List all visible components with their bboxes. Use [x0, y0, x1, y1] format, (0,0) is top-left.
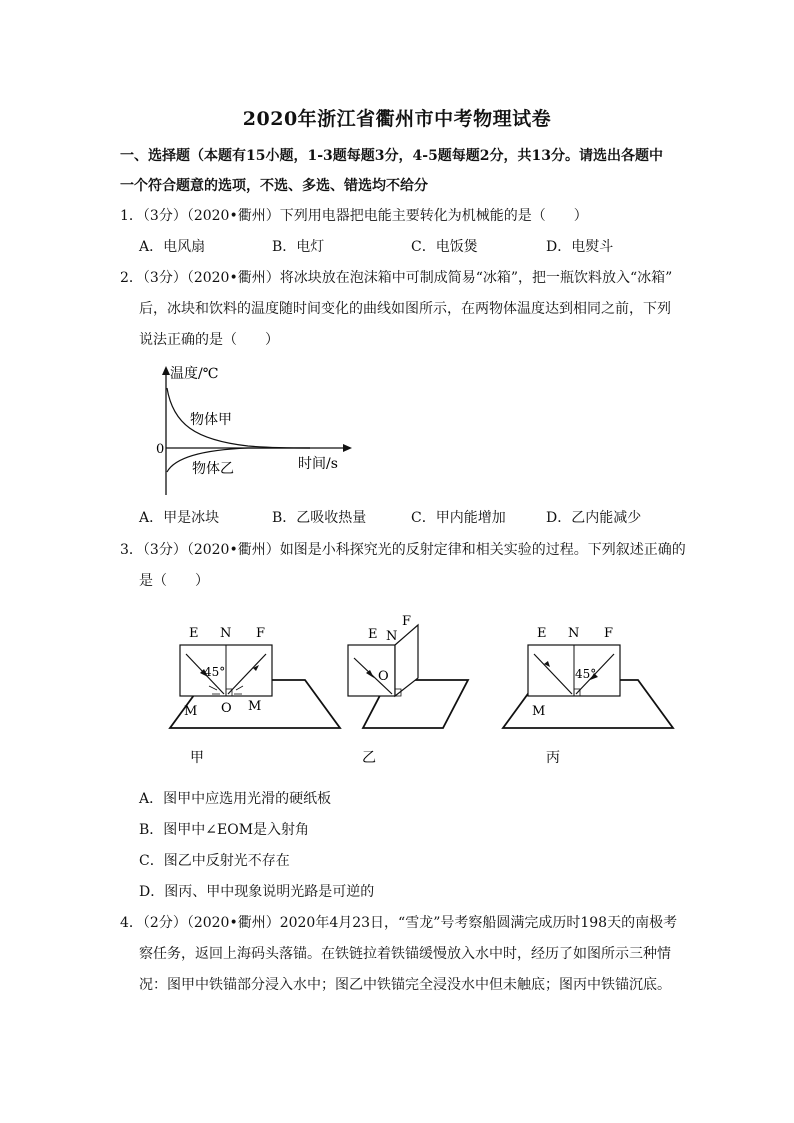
- question-2-option-c: C．甲内能增加: [411, 510, 506, 526]
- graph-y-label: 温度/℃: [170, 366, 219, 382]
- question-2-line2: 后，冰块和饮料的温度随时间变化的曲线如图所示，在两物体温度达到相同之前，下列: [139, 301, 671, 317]
- figure-jia: [170, 626, 340, 766]
- figure-yi-label-n: N: [386, 629, 398, 644]
- figure-bing-label-f: F: [604, 626, 614, 641]
- graph-x-label: 时间/s: [298, 456, 338, 472]
- question-4-line2: 察任务，返回上海码头落锚。在铁链拉着铁锚缓慢放入水中时，经历了如图所示三种情: [139, 946, 671, 962]
- graph-x-arrow-icon: [343, 444, 352, 452]
- question-3-option-c: C．图乙中反射光不存在: [139, 853, 290, 869]
- figure-jia-caption: 甲: [190, 750, 204, 766]
- question-3-option-b: B．图甲中∠EOM是入射角: [139, 822, 310, 838]
- figure-yi: [348, 614, 468, 766]
- question-2-line3: 说法正确的是（ ）: [139, 332, 279, 348]
- figure-jia-label-f: F: [256, 626, 266, 641]
- graph-curve-jia-label: 物体甲: [190, 412, 232, 428]
- figure-bing-caption: 丙: [546, 750, 560, 766]
- figure-jia-label-m1: M: [184, 704, 198, 719]
- section-heading-line1: 一、选择题（本题有15小题，1-3题每题3分，4-5题每题2分，共13分。请选出各题中: [120, 148, 664, 164]
- figure-yi-label-o: O: [378, 669, 389, 684]
- figure-bing-label-n: N: [568, 626, 580, 641]
- question-1-option-d: D．电熨斗: [546, 239, 614, 255]
- figure-jia-angle-label: 45°: [204, 665, 226, 679]
- figure-yi-folded-board: [395, 625, 418, 696]
- figure-bing-label-m: M: [532, 704, 546, 719]
- figure-bing-label-e: E: [537, 626, 547, 641]
- figure-yi-label-e: E: [368, 627, 378, 642]
- question-2-option-d: D．乙内能减少: [546, 510, 642, 526]
- figure-bing: [503, 626, 673, 766]
- question-3-option-a: A．图甲中应选用光滑的硬纸板: [139, 791, 332, 807]
- question-1-option-b: B．电灯: [272, 239, 325, 255]
- figure-jia-label-m2: M: [248, 699, 262, 714]
- graph-y-arrow-icon: [162, 366, 170, 375]
- figure-bing-angle-label: 45°: [575, 667, 597, 681]
- figure-jia-label-e: E: [189, 626, 199, 641]
- figure-yi-caption: 乙: [362, 750, 376, 766]
- figure-jia-label-o: O: [221, 701, 232, 716]
- graph-curve-yi: [167, 448, 310, 472]
- question-2-option-a: A．甲是冰块: [139, 510, 220, 526]
- question-1-option-a: A．电风扇: [139, 239, 206, 255]
- figure-yi-label-f: F: [402, 614, 412, 629]
- question-1-stem: 1．（3分）（2020•衢州）下列用电器把电能主要转化为机械能的是（ ）: [120, 208, 588, 224]
- graph-origin-label: 0: [156, 442, 165, 457]
- question-4-line3: 况：图甲中铁锚部分浸入水中；图乙中铁锚完全浸没水中但未触底；图丙中铁锚沉底。: [139, 977, 671, 993]
- question-3-line1: 3．（3分）（2020•衢州）如图是小科探究光的反射定律和相关实验的过程。下列叙述正确的: [120, 542, 686, 558]
- page-title: 2020年浙江省衢州市中考物理试卷: [242, 108, 552, 130]
- section-heading-line2: 一个符合题意的选项，不选、多选、错选均不给分: [120, 178, 428, 194]
- question-2-line1: 2．（3分）（2020•衢州）将冰块放在泡沫箱中可制成简易“冰箱”，把一瓶饮料放入“冰箱”: [120, 270, 673, 286]
- question-2-option-b: B．乙吸收热量: [272, 510, 367, 526]
- temperature-time-graph: [140, 362, 370, 498]
- question-3-option-d: D．图丙、甲中现象说明光路是可逆的: [139, 884, 375, 900]
- graph-curve-yi-label: 物体乙: [192, 461, 234, 477]
- question-3-line2: 是（ ）: [139, 573, 209, 589]
- question-1-option-c: C．电饭煲: [411, 239, 478, 255]
- figure-jia-label-n: N: [220, 626, 232, 641]
- reflection-experiment-figures: [138, 610, 678, 772]
- question-4-line1: 4．（2分）（2020•衢州）2020年4月23日，“雪龙”号考察船圆满完成历时198天的南极考: [120, 915, 678, 931]
- graph-curve-jia: [167, 388, 310, 448]
